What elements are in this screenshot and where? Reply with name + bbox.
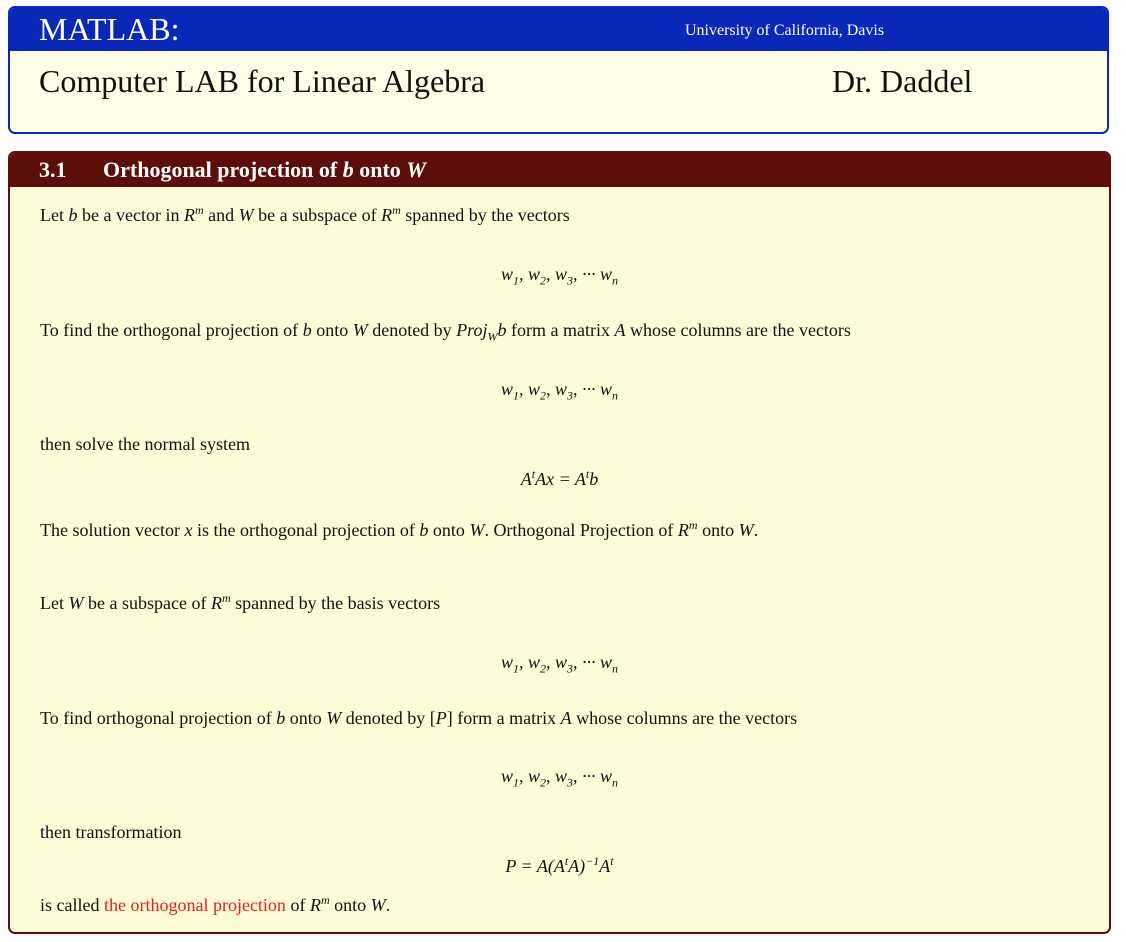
paragraph-6: To find orthogonal projection of b onto W denoted by [P] form a matrix A whose columns are the vectors: [40, 708, 798, 728]
vectors-list-2: $w_1$, $w_2$, $w_3$, ··· $w_n$: [500, 379, 619, 403]
paragraph-7: then transformation: [40, 822, 182, 842]
paragraph-8: is called the orthogonal projection of $R^m$ onto W.: [40, 893, 391, 915]
projection-equation: $P = A(A^tA)^{-1}A^t$: [505, 854, 614, 876]
paragraph-2: To find the orthogonal projection of b onto W denoted by Proj$_W$b form a matrix A whose columns are the vectors: [40, 320, 851, 344]
header-box: [8, 6, 1109, 134]
section-bar: [10, 153, 1109, 187]
paragraph-4: The solution vector x is the orthogonal projection of b onto W. Orthogonal Projection of $R^m$ onto W.: [40, 518, 759, 540]
header-author: Dr. Daddel: [832, 63, 973, 99]
orthogonal-projection-link[interactable]: the orthogonal projection: [103, 895, 286, 915]
header-bar: [10, 8, 1107, 51]
header-university: University of California, Davis: [685, 22, 885, 39]
paragraph-8-prefix: is called: [40, 895, 100, 915]
vectors-list-1: $w_1$, $w_2$, $w_3$, ··· $w_n$: [500, 264, 619, 288]
paragraph-3: then solve the normal system: [40, 434, 250, 454]
paragraph-1: Let b be a vector in $R^m$ and W be a subspace of $R^m$ spanned by the vectors: [40, 203, 570, 225]
vectors-list-4: $w_1$, $w_2$, $w_3$, ··· $w_n$: [500, 766, 619, 790]
paragraph-5: Let W be a subspace of $R^m$ spanned by the basis vectors: [40, 591, 441, 613]
section-number: 3.1: [39, 157, 67, 182]
header-title: MATLAB:: [39, 11, 180, 47]
section-box: [8, 151, 1111, 934]
vectors-list-3: $w_1$, $w_2$, $w_3$, ··· $w_n$: [500, 652, 619, 676]
normal-system-equation: $A^tAx = A^tb$: [520, 467, 599, 489]
section-title: Orthogonal projection of b onto W: [103, 157, 426, 182]
header-subtitle: Computer LAB for Linear Algebra: [39, 63, 486, 99]
